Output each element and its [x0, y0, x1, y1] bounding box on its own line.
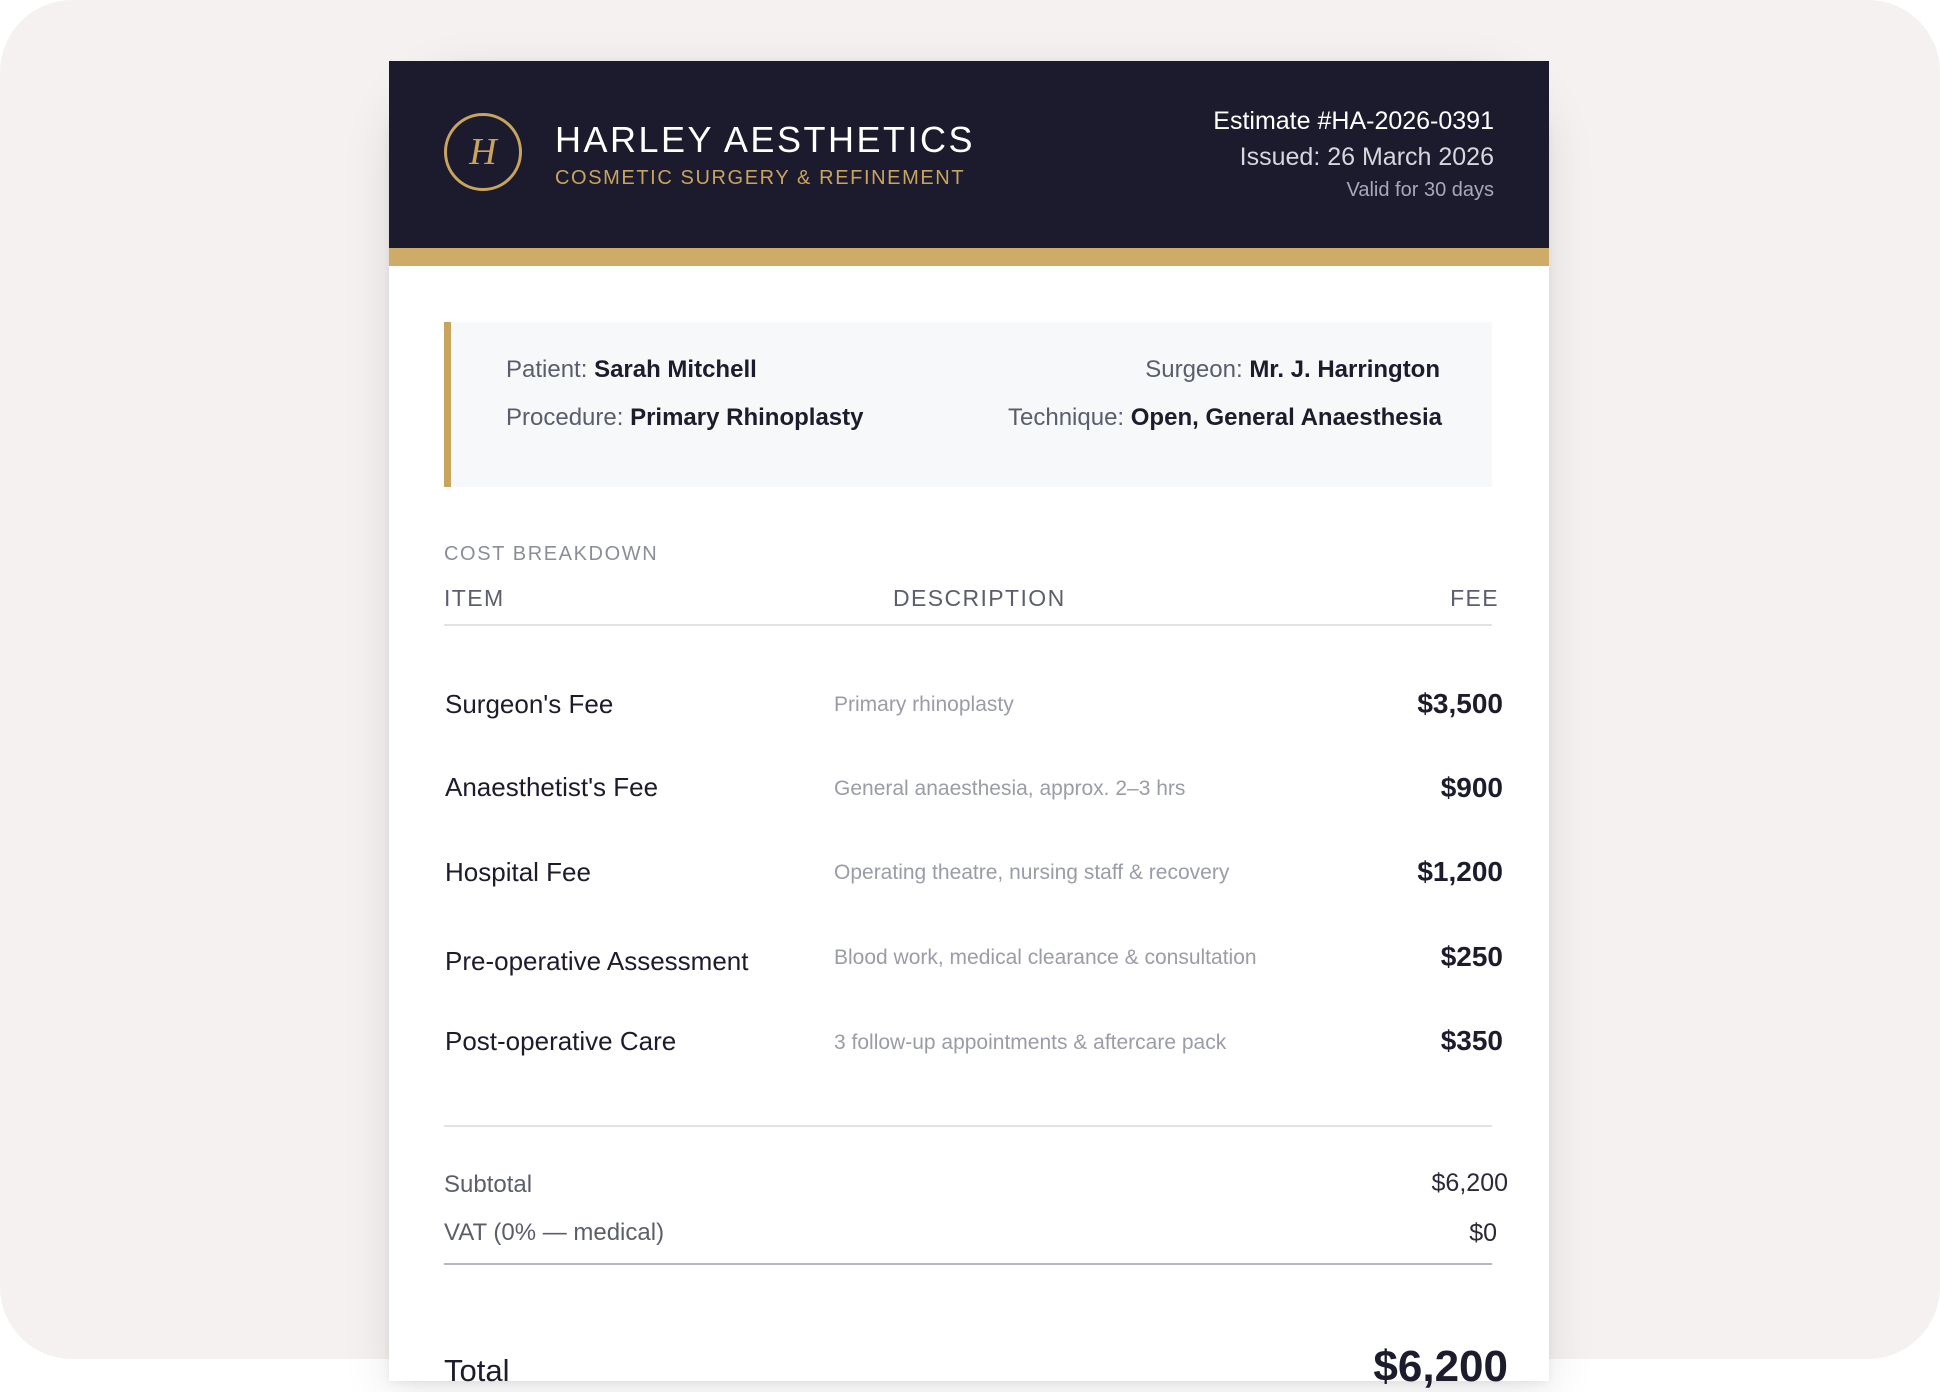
technique-name: Open, General Anaesthesia [1130, 404, 1442, 431]
table-header-divider [444, 624, 1492, 626]
clinic-name: HARLEY AESTHETICS [555, 119, 975, 160]
total-divider [444, 1263, 1492, 1265]
technique-label: Technique: [1008, 404, 1125, 431]
row-fee: $250 [1440, 941, 1503, 972]
patient-info-panel [444, 322, 1492, 487]
cost-breakdown-heading: COST BREAKDOWN [444, 543, 659, 565]
table-bottom-divider [444, 1125, 1492, 1127]
estimate-card [389, 61, 1549, 1391]
vat-label: VAT (0% — medical) [444, 1219, 665, 1246]
row-description: 3 follow-up appointments & aftercare pack [834, 1031, 1227, 1054]
row-description: Primary rhinoplasty [834, 693, 1014, 716]
row-item-name: Post-operative Care [445, 1026, 677, 1056]
surgeon-field [1145, 356, 1440, 384]
procedure-field [506, 404, 863, 432]
row-description: Blood work, medical clearance & consultation [834, 946, 1257, 969]
row-item-name: Pre-operative Assessment [445, 946, 749, 976]
header-accent-bar [389, 248, 1549, 266]
column-header-item: ITEM [444, 585, 505, 611]
row-fee: $3,500 [1417, 688, 1503, 719]
estimate-validity: Valid for 30 days [1346, 179, 1494, 201]
total-value: $6,200 [1373, 1342, 1508, 1391]
estimate-number: Estimate #HA-2026-0391 [1213, 107, 1494, 135]
patient-label: Patient: [506, 356, 588, 383]
technique-field [1008, 404, 1442, 432]
row-description: General anaesthesia, approx. 2–3 hrs [834, 777, 1186, 800]
row-item-name: Anaesthetist's Fee [445, 772, 659, 802]
patient-name: Sarah Mitchell [594, 356, 757, 383]
logo-letter: H [469, 131, 497, 173]
row-description: Operating theatre, nursing staff & recovery [834, 861, 1230, 884]
estimate-header [389, 61, 1549, 248]
clinic-tagline: COSMETIC SURGERY & REFINEMENT [555, 167, 966, 189]
subtotal-value: $6,200 [1431, 1169, 1508, 1197]
row-item-name: Surgeon's Fee [445, 689, 614, 719]
row-fee: $1,200 [1417, 856, 1503, 887]
vat-value: $0 [1469, 1219, 1497, 1247]
estimate-issued-date: Issued: 26 March 2026 [1239, 143, 1494, 171]
procedure-label: Procedure: [506, 404, 624, 431]
patient-field [506, 356, 757, 384]
row-fee: $350 [1440, 1025, 1503, 1056]
column-header-fee: FEE [1450, 585, 1499, 611]
row-item-name: Hospital Fee [445, 857, 591, 887]
total-label: Total [444, 1353, 510, 1388]
surgeon-name: Mr. J. Harrington [1249, 356, 1440, 383]
column-header-description: DESCRIPTION [893, 585, 1066, 611]
subtotal-label: Subtotal [444, 1171, 533, 1198]
surgeon-label: Surgeon: [1145, 356, 1243, 383]
clinic-logo [444, 113, 522, 191]
procedure-name: Primary Rhinoplasty [630, 404, 864, 431]
row-fee: $900 [1440, 772, 1503, 803]
